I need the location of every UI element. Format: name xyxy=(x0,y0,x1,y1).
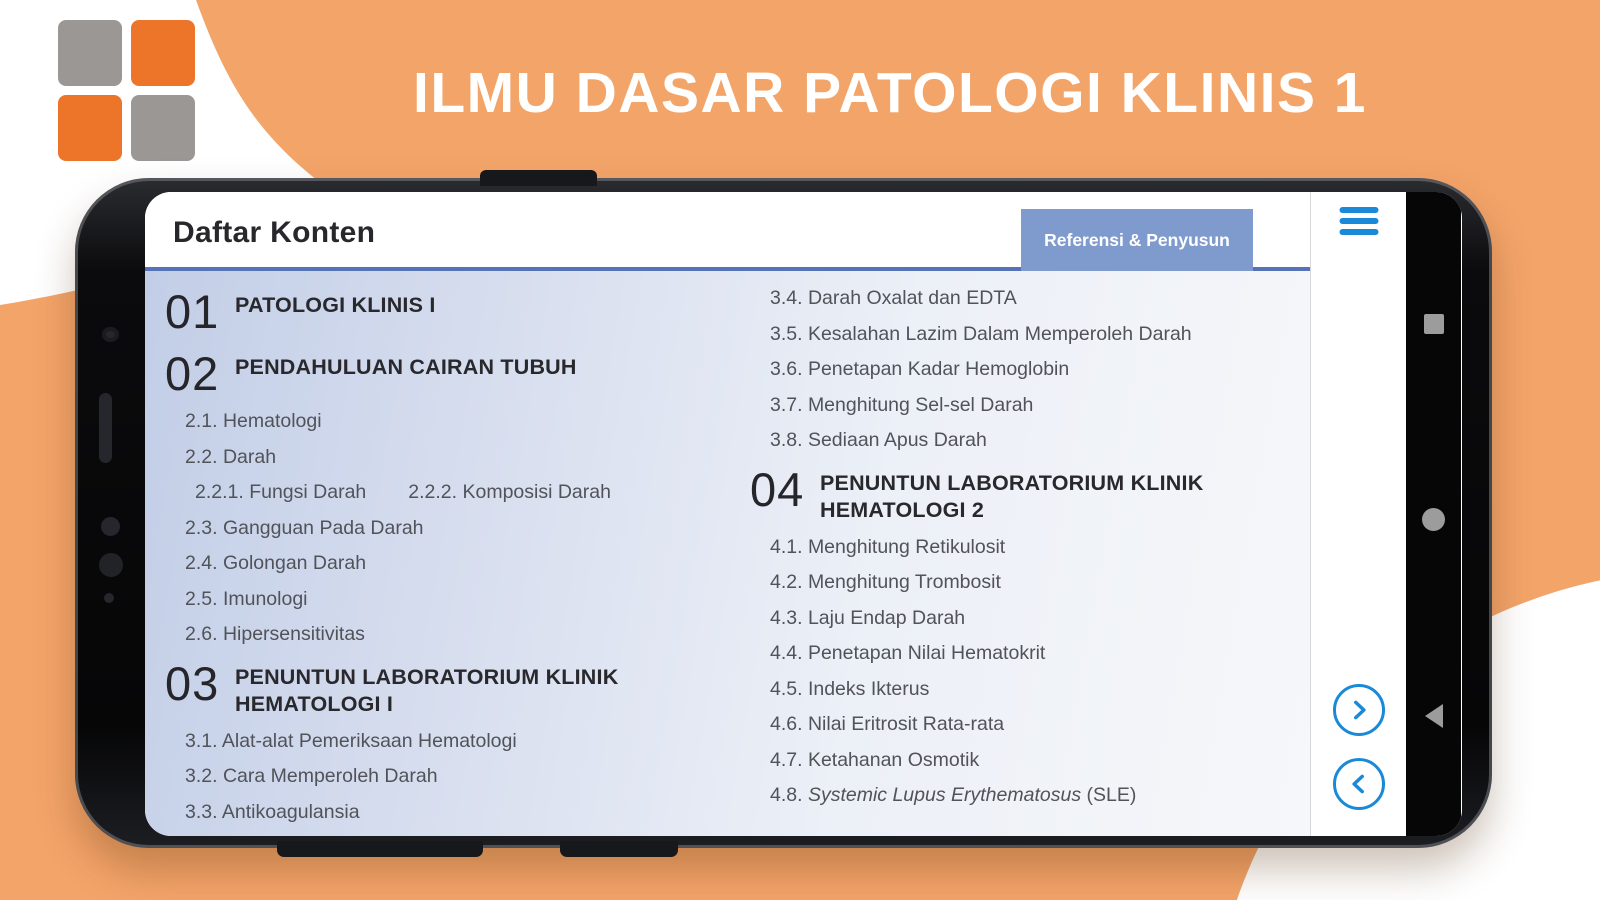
logo-square-orange-icon xyxy=(131,20,195,86)
toc-column-right xyxy=(750,283,1310,836)
phone-screen xyxy=(145,192,1462,836)
app-content xyxy=(145,192,1310,836)
menu-hamburger-icon[interactable] xyxy=(1339,207,1378,240)
toc-sub-item[interactable]: 4.5. Indeks Ikterus xyxy=(770,677,930,700)
toc-chapter[interactable] xyxy=(165,346,750,400)
toc-sub-item[interactable]: 3.5. Kesalahan Lazim Dalam Memperoleh Darah xyxy=(770,322,1192,345)
app-header xyxy=(145,192,1310,271)
toc-column-left xyxy=(165,283,750,836)
toc-sub-item[interactable]: 2.2.1. Fungsi Darah xyxy=(195,481,367,503)
phone-side-button xyxy=(560,841,678,857)
toc-sub-item[interactable]: 2.6. Hipersensitivitas xyxy=(185,623,365,645)
toc-sub-item[interactable]: 2.5. Imunologi xyxy=(185,587,308,610)
toc-sub-item[interactable]: 4.8. Systemic Lupus Erythematosus (SLE) xyxy=(770,784,1137,807)
toc-chapter-title: PENUNTUN LABORATORIUM KLINIK HEMATOLOGI 2 xyxy=(820,470,1204,522)
sensor-dot xyxy=(104,593,114,603)
toc-sub-item[interactable]: 3.1. Alat-alat Pemeriksaan Hematologi xyxy=(185,729,517,752)
toc-sub-item[interactable]: 3.7. Menghitung Sel-sel Darah xyxy=(770,393,1034,416)
toc-sub-item[interactable]: 3.8. Sediaan Apus Darah xyxy=(770,429,987,452)
home-circle-icon[interactable] xyxy=(1422,508,1445,531)
toc-chapter[interactable] xyxy=(165,285,750,339)
toc-chapter[interactable] xyxy=(165,656,750,718)
toc-sub-item[interactable]: 3.4. Darah Oxalat dan EDTA xyxy=(770,287,1017,310)
toc-sub-item[interactable]: 4.6. Nilai Eritrosit Rata-rata xyxy=(770,713,1005,736)
recents-square-icon[interactable] xyxy=(1424,314,1444,334)
toc-chapter[interactable] xyxy=(750,462,1310,524)
logo-square-gray-icon xyxy=(131,95,195,161)
toc-chapter-number: 03 xyxy=(165,656,220,710)
front-camera-icon xyxy=(102,327,119,342)
chevron-left-icon xyxy=(1346,771,1372,797)
phone-volume-button xyxy=(277,841,483,857)
next-page-button[interactable] xyxy=(1333,684,1385,736)
back-triangle-icon[interactable] xyxy=(1425,704,1443,728)
action-sidebar xyxy=(1310,192,1406,836)
phone-mockup xyxy=(75,178,1492,848)
toc-sub-item[interactable]: 4.1. Menghitung Retikulosit xyxy=(770,535,1006,558)
toc-sub-item[interactable]: 3.3. Antikoagulansia xyxy=(185,800,360,823)
toc-sub-item[interactable]: 2.4. Golongan Darah xyxy=(185,552,367,574)
toc-sub-item[interactable]: 4.2. Menghitung Trombosit xyxy=(770,571,1001,594)
chevron-right-icon xyxy=(1346,697,1372,723)
toc-sub-item[interactable]: 4.7. Ketahanan Osmotik xyxy=(770,748,980,771)
page-title: Daftar Konten xyxy=(173,216,376,249)
toc-chapter-title: PENUNTUN LABORATORIUM KLINIK HEMATOLOGI I xyxy=(235,664,619,716)
toc-chapter-number: 02 xyxy=(165,346,220,400)
sensor-dot xyxy=(101,517,120,536)
earpiece-speaker xyxy=(99,393,112,463)
toc-chapter-number: 04 xyxy=(750,462,805,516)
toc-sub-item[interactable]: 2.3. Gangguan Pada Darah xyxy=(185,516,424,539)
previous-page-button[interactable] xyxy=(1333,758,1385,810)
toc-sub-item[interactable]: 4.4. Penetapan Nilai Hematokrit xyxy=(770,642,1046,665)
toc-sub-item[interactable]: 4.3. Laju Endap Darah xyxy=(770,606,966,629)
toc-chapter-title: PENDAHULUAN CAIRAN TUBUH xyxy=(235,354,577,379)
toc-sub-row xyxy=(195,481,750,517)
toc-sub-item[interactable]: 2.1. Hematologi xyxy=(185,410,322,432)
sensor-dot xyxy=(99,553,123,577)
logo-square-gray-icon xyxy=(58,20,122,86)
table-of-contents xyxy=(145,271,1310,836)
toc-sub-item[interactable]: 3.6. Penetapan Kadar Hemoglobin xyxy=(770,358,1070,381)
app-logo xyxy=(58,20,195,161)
logo-square-orange-icon xyxy=(58,95,122,161)
toc-sub-item[interactable]: 3.2. Cara Memperoleh Darah xyxy=(185,765,438,787)
phone-power-button xyxy=(480,170,597,186)
toc-chapter-title: PATOLOGI KLINIS I xyxy=(235,293,436,318)
banner-title: ILMU DASAR PATOLOGI KLINIS 1 xyxy=(412,61,1368,125)
toc-sub-item[interactable]: 2.2.2. Komposisi Darah xyxy=(408,481,611,503)
android-navbar xyxy=(1406,192,1461,836)
referensi-penyusun-button[interactable]: Referensi & Penyusun xyxy=(1021,209,1253,271)
toc-chapter-number: 01 xyxy=(165,285,220,339)
toc-sub-item[interactable]: 2.2. Darah xyxy=(185,445,277,468)
